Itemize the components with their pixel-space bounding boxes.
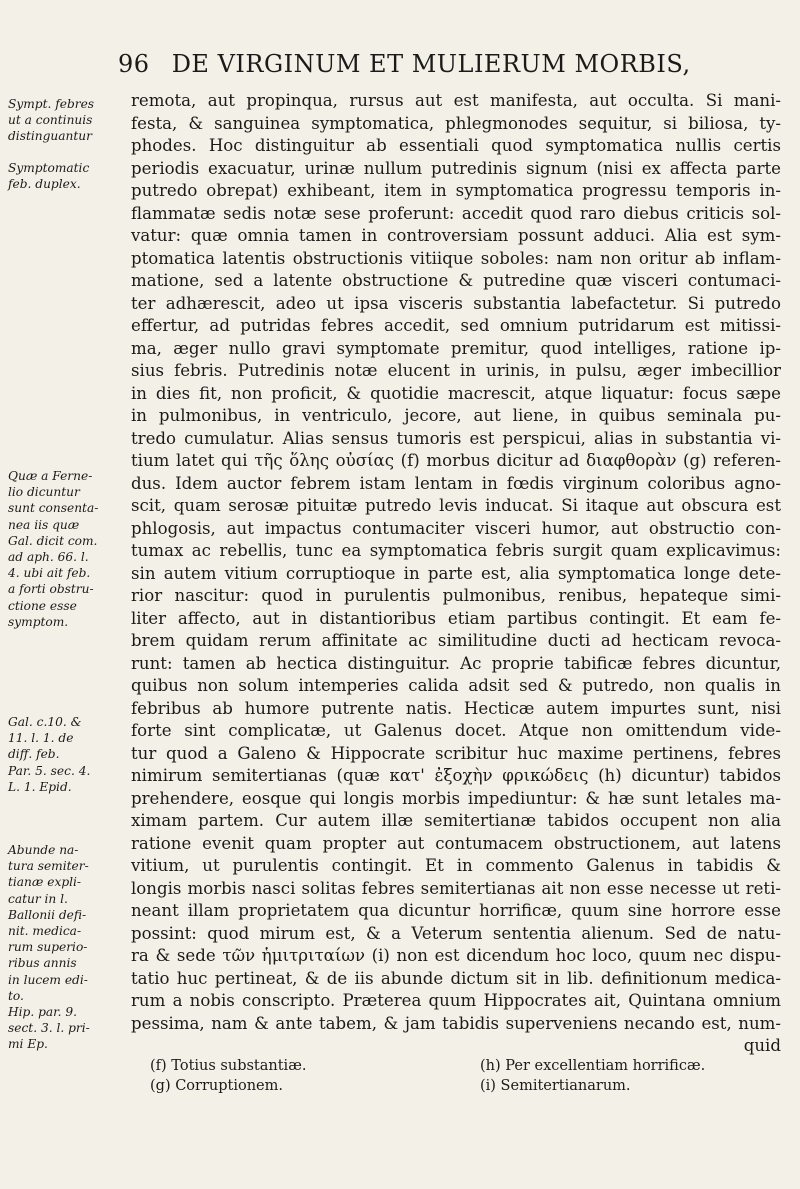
margin-note-line: 4. ubi ait feb. bbox=[8, 566, 91, 581]
text-line: phodes. Hoc distinguitur ab essentiali quod symptomatica nullis certis bbox=[131, 136, 781, 155]
text-line: tredo cumulatur. Alias sensus tumoris est perspicui, alias in substantia vi- bbox=[131, 428, 781, 448]
margin-note bbox=[8, 468, 124, 630]
margin-note-line: 11. l. 1. de bbox=[8, 731, 74, 746]
margin-note bbox=[8, 842, 124, 1053]
text-line: pessima, nam & ante tabem, & jam tabidis superveniens necando est, num- bbox=[131, 1013, 781, 1033]
text-line: ma, æger nullo gravi symptomate premitur, quod intelliges, ratione ip- bbox=[131, 338, 781, 358]
margin-note-line: diff. feb. bbox=[8, 747, 60, 762]
margin-note-line: nit. medica- bbox=[8, 924, 82, 939]
margin-note-line: ribus annis bbox=[8, 956, 77, 971]
text-line: scit, quam serosæ pituitæ putredo levis inducat. Si itaque aut obscura est bbox=[131, 496, 781, 515]
margin-note-line: tianæ expli- bbox=[8, 875, 82, 890]
main-text bbox=[131, 90, 781, 1058]
page-header bbox=[118, 50, 778, 78]
margin-note bbox=[8, 96, 124, 145]
text-line: brem quidam rerum affinitate ac similitudine ducti ad hecticam revoca- bbox=[131, 631, 781, 650]
margin-note-line: tura semiter- bbox=[8, 859, 89, 874]
margin-note-line: rum superio- bbox=[8, 940, 88, 955]
running-title: DE VIRGINUM ET MULIERUM MORBIS, bbox=[171, 50, 691, 78]
text-line: tur quod a Galeno & Hippocrate scribitur huc maxime pertinens, febres bbox=[131, 743, 781, 763]
margin-note-line: Symptomatic bbox=[8, 161, 90, 175]
text-line: festa, & sanguinea symptomatica, phlegmonodes sequitur, si biliosa, ty- bbox=[131, 113, 781, 133]
margin-note-line: in lucem edi- bbox=[8, 972, 88, 987]
margin-note-line: mi Ep. bbox=[8, 1037, 48, 1052]
text-line: in dies fit, non proficit, & quotidie macrescit, atque liquatur: focus sæpe bbox=[131, 383, 781, 403]
text-line: neant illam proprietatem qua dicuntur horrificæ, quum sine horrore esse bbox=[131, 901, 781, 920]
text-line: tatio huc pertineat, & de iis abunde dictum sit in lib. definitionum medica- bbox=[131, 968, 781, 988]
margin-note-line: distinguantur bbox=[8, 129, 92, 144]
margin-note-line: Sympt. febres bbox=[8, 97, 95, 111]
margin-note bbox=[8, 160, 124, 192]
text-line: liter affecto, aut in distantioribus etiam partibus contingit. Et eam fe- bbox=[131, 608, 781, 628]
text-line: effertur, ad putridas febres accedit, sed omnium putridarum est mitissi- bbox=[131, 316, 781, 335]
text-line: periodis exacuatur, urinæ nullum putredinis signum (nisi ex affecta parte bbox=[131, 158, 781, 178]
footnote-row bbox=[150, 1076, 770, 1096]
footnote: (h) Per excellentiam horrificæ. bbox=[480, 1058, 706, 1074]
text-line: tium latet qui τῆς ὅλης οὐσίας (f) morbus dicitur ad διαφθορὰν (g) referen- bbox=[131, 451, 781, 470]
margin-note-line: lio dicuntur bbox=[8, 485, 80, 500]
text-line: flammatæ sedis notæ sese proferunt: accedit quod raro diebus criticis sol- bbox=[131, 203, 781, 223]
text-line: in pulmonibus, in ventriculo, jecore, aut liene, in quibus seminala pu- bbox=[131, 406, 781, 425]
text-line: ter adhærescit, adeo ut ipsa visceris substantia labefactetur. Si putredo bbox=[131, 293, 781, 313]
margin-note-line: sunt consenta- bbox=[8, 501, 99, 516]
text-line: rum a nobis conscripto. Præterea quum Hippocrates ait, Quintana omnium bbox=[131, 991, 781, 1010]
text-line: sius febris. Putredinis notæ elucent in urinis, in pulsu, æger imbecillior bbox=[131, 361, 781, 380]
margin-note-line: L. 1. Epid. bbox=[8, 779, 72, 794]
text-line: quibus non solum intemperies calida adsit sed & putredo, non qualis in bbox=[131, 676, 781, 695]
text-line: dus. Idem auctor febrem istam lentam in fœdis virginum coloribus agno- bbox=[131, 473, 781, 493]
text-line: vatur: quæ omnia tamen in controversiam possunt adduci. Alia est sym- bbox=[131, 226, 781, 245]
text-line: nimirum semitertianas (quæ κατ' ἐξοχὴν φρικώδεις (h) dicuntur) tabidos bbox=[131, 766, 781, 785]
margin-note-line: ad aph. 66. l. bbox=[8, 550, 89, 565]
margin-note-line: a forti obstru- bbox=[8, 582, 94, 597]
text-line: ptomatica latentis obstructionis vitiique soboles: nam non oritur ab inflam- bbox=[131, 248, 781, 268]
margin-note-line: Abunde na- bbox=[8, 843, 79, 857]
text-line: febribus ab humore putrente natis. Hecticæ autem impurtes sunt, nisi bbox=[131, 698, 781, 718]
text-line: ra & sede τῶν ἡμιτριταίων (i) non est dicendum hoc loco, quum nec dispu- bbox=[131, 946, 781, 965]
text-line: matione, sed a latente obstructione & putredine quæ visceri contumaci- bbox=[131, 271, 781, 290]
margin-note-line: Hip. par. 9. bbox=[8, 1005, 78, 1020]
text-line: sin autem vitium corruptioque in parte est, alia symptomatica longe dete- bbox=[131, 563, 781, 583]
text-line: rior nascitur: quod in purulentis pulmonibus, renibus, hepateque simi- bbox=[131, 586, 781, 605]
margin-note bbox=[8, 714, 124, 795]
margin-note-line: catur in l. bbox=[8, 891, 68, 906]
margin-note-line: to. bbox=[8, 988, 24, 1003]
footnote: (i) Semitertianarum. bbox=[480, 1078, 631, 1094]
text-line: ximam partem. Cur autem illæ semitertianæ tabidos occupent non alia bbox=[131, 811, 781, 830]
text-line: longis morbis nasci solitas febres semitertianas ait non esse necesse ut reti- bbox=[131, 878, 781, 898]
text-line: prehendere, eosque qui longis morbis impediuntur: & hæ sunt letales ma- bbox=[131, 788, 781, 808]
text-line: possint: quod mirum est, & a Veterum sententia alienum. Sed de natu- bbox=[131, 923, 781, 943]
page-number: 96 bbox=[118, 50, 150, 78]
margin-note-line: sect. 3. l. pri- bbox=[8, 1021, 90, 1036]
text-line: tumax ac rebellis, tunc ea symptomatica febris surgit quam explicavimus: bbox=[131, 541, 781, 560]
margin-note-line: ut a continuis bbox=[8, 113, 93, 128]
text-line: runt: tamen ab hectica distinguitur. Ac proprie tabificæ febres dicuntur, bbox=[131, 653, 781, 673]
margin-note-line: Gal. dicit com. bbox=[8, 533, 98, 548]
margin-note-line: Ballonii defi- bbox=[8, 907, 87, 922]
margin-note-line: ctione esse bbox=[8, 598, 77, 613]
catchword: quid bbox=[743, 1036, 781, 1055]
footnote-row bbox=[150, 1056, 770, 1076]
footnote: (f) Totius substantiæ. bbox=[150, 1058, 307, 1074]
text-line: forte sint complicatæ, ut Galenus docet. Atque non omittendum vide- bbox=[131, 721, 781, 740]
text-line: remota, aut propinqua, rursus aut est manifesta, aut occulta. Si mani- bbox=[131, 91, 781, 110]
footnotes bbox=[150, 1056, 770, 1096]
margin-note-line: Quæ a Ferne- bbox=[8, 469, 93, 483]
text-line: ratione evenit quam propter aut contumacem obstructionem, aut latens bbox=[131, 833, 781, 853]
text-line: putredo obrepat) exhibeant, item in symptomatica progressu temporis in- bbox=[131, 181, 781, 200]
margin-note-line: symptom. bbox=[8, 614, 69, 629]
text-line: phlogosis, aut impactus contumaciter visceri humor, aut obstructio con- bbox=[131, 518, 781, 538]
footnote: (g) Corruptionem. bbox=[150, 1078, 283, 1094]
margin-note-line: feb. duplex. bbox=[8, 177, 81, 192]
margin-note-line: Par. 5. sec. 4. bbox=[8, 763, 91, 778]
text-line: vitium, ut purulentis contingit. Et in commento Galenus in tabidis & bbox=[131, 856, 781, 875]
margin-note-line: nea iis quæ bbox=[8, 517, 80, 532]
margin-note-line: Gal. c.10. & bbox=[8, 715, 82, 729]
